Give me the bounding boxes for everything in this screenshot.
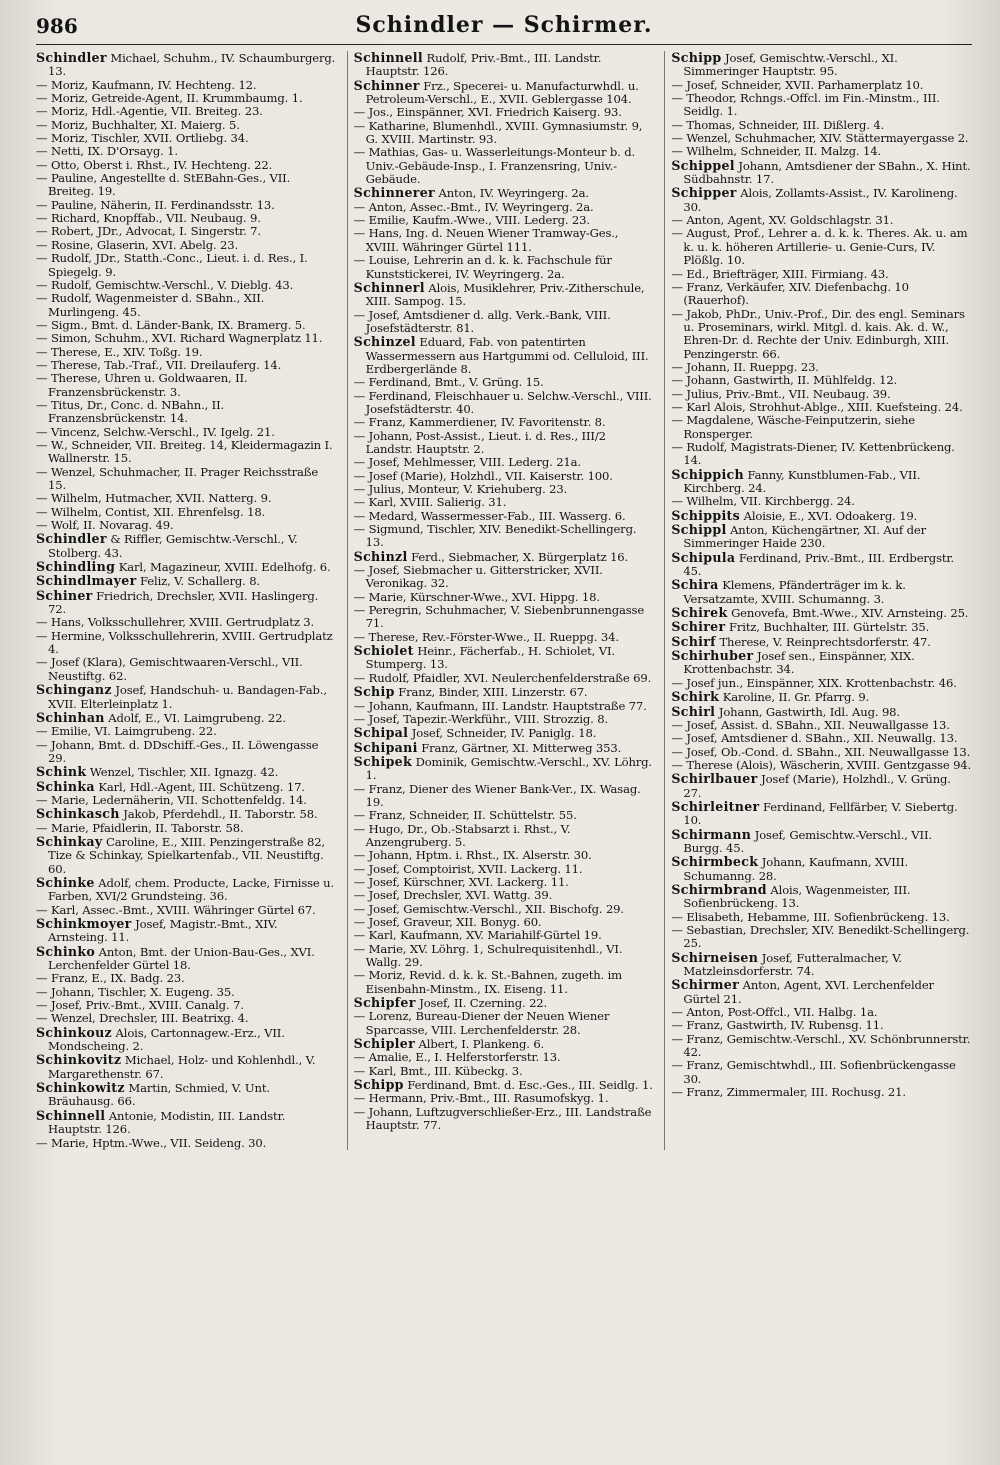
directory-entry: — Josef, Mehlmesser, VIII. Lederg. 21a. xyxy=(353,455,581,470)
entry-surname: Schirneisen xyxy=(671,949,759,965)
entry-surname: Schinner xyxy=(353,77,420,93)
directory-entry: — Titus, Dr., Conc. d. NBahn., II. Franzensbrückenstr. 14. xyxy=(36,397,225,426)
directory-entry: — Wenzel, Drechsler, III. Beatrixg. 4. xyxy=(36,1011,249,1026)
directory-entry: Schinzel Eduard, Fab. von patentirten Wassermessern aus Hartgummi od. Celluloid, III. Erdbergerlände 8. xyxy=(353,334,649,376)
directory-entry: — Franz, Gemischtw.-Verschl., XV. Schönbrunnerstr. 42. xyxy=(671,1031,971,1060)
directory-entry: — Peregrin, Schuhmacher, V. Siebenbrunnengasse 71. xyxy=(353,603,645,631)
entry-surname: Schip xyxy=(353,684,395,700)
directory-entry: — Josef jun., Einspänner, XIX. Krottenbachstr. 46. xyxy=(671,675,957,690)
directory-entry: Schinkasch Jakob, Pferdehdl., II. Taborstr. 58. xyxy=(36,806,318,822)
directory-entry: Schirneisen Josef, Futteralmacher, V. Matzleinsdorferstr. 74. xyxy=(671,949,902,979)
directory-entry: — Wilhelm, VII. Kirchbergg. 24. xyxy=(671,494,855,509)
directory-entry: Schinnell Rudolf, Priv.-Bmt., III. Landstr. Hauptstr. 126. xyxy=(353,50,602,79)
entry-surname: Schirhuber xyxy=(671,648,754,664)
entry-surname: Schipani xyxy=(353,739,418,755)
directory-entry: Schinko Anton, Bmt. der Union-Bau-Ges., XVI. Lerchenfelder Gürtel 18. xyxy=(36,943,315,973)
directory-entry: — Josef, Amtsdiener d. allg. Verk.-Bank, VIII. Josefstädterstr. 81. xyxy=(353,307,611,335)
directory-entry: — Katharine, Blumenhdl., XVIII. Gymnasiumstr. 9, G. XVIII. Martinstr. 93. xyxy=(353,118,643,147)
directory-entry: — Johann, II. Rueppg. 23. xyxy=(671,359,819,374)
directory-entry: — Anton, Assec.-Bmt., IV. Weyringerg. 2a. xyxy=(353,199,594,214)
directory-entry: Schipfer Josef, II. Czerning. 22. xyxy=(353,995,548,1011)
directory-entry: Schirhuber Josef sen., Einspänner, XIX. Krottenbachstr. 34. xyxy=(671,648,915,677)
directory-entry: Schirmbeck Johann, Kaufmann, XVIII. Schumanng. 28. xyxy=(671,854,909,883)
entry-surname: Schinzl xyxy=(353,548,408,564)
directory-entry: — Wenzel, Schuhmacher, XIV. Stättermayergasse 2. xyxy=(671,131,969,146)
directory-entry: Schindler Michael, Schuhm., IV. Schaumburgerg. 13. xyxy=(36,50,336,79)
directory-entry: — Johann, Luftzugverschließer-Erz., III. Landstraße Hauptstr. 77. xyxy=(353,1104,652,1133)
directory-entry: — Elisabeth, Hebamme, III. Sofienbrückeng. 13. xyxy=(671,909,950,924)
directory-entry: Schipek Dominik, Gemischtw.-Verschl., XV. Löhrg. 1. xyxy=(353,753,652,783)
directory-entry: Schirek Genovefa, Bmt.-Wwe., XIV. Arnsteing. 25. xyxy=(671,605,969,621)
entry-surname: Schippel xyxy=(671,157,735,173)
directory-entry: — Theodor, Rchngs.-Offcl. im Fin.-Minstm., III. Seidlg. 1. xyxy=(671,91,940,119)
directory-entry: — Medard, Wassermesser-Fab., III. Wasserg. 6. xyxy=(353,508,626,523)
directory-entry: — Thomas, Schneider, III. Dißlerg. 4. xyxy=(671,117,885,132)
entry-surname: Schinkasch xyxy=(36,806,120,822)
directory-entry: Schipp Ferdinand, Bmt. d. Esc.-Ges., III. Seidlg. 1. xyxy=(353,1077,653,1093)
entry-surname: Schipal xyxy=(353,725,409,741)
directory-entry: — Lorenz, Bureau-Diener der Neuen Wiener Sparcasse, VIII. Lerchenfelderstr. 28. xyxy=(353,1009,610,1037)
directory-entry: — Karl, XVIII. Salierig. 31. xyxy=(353,495,507,510)
entry-surname: Schirl xyxy=(671,703,716,719)
directory-entry: Schiner Friedrich, Drechsler, XVII. Haslingerg. 72. xyxy=(36,587,319,617)
directory-entry: Schippich Fanny, Kunstblumen-Fab., VII. Kirchberg. 24. xyxy=(671,466,921,495)
entry-surname: Schindlmayer xyxy=(36,573,137,589)
entry-surname: Schiolet xyxy=(353,643,414,659)
entry-surname: Schipp xyxy=(671,50,722,65)
directory-entry: — Moriz, Buchhalter, XI. Maierg. 5. xyxy=(36,117,240,132)
entry-surname: Schiner xyxy=(36,587,93,603)
directory-entry: — Karl Alois, Strohhut-Ablge., XIII. Kuefsteing. 24. xyxy=(671,399,963,414)
directory-entry: — Emilie, VI. Laimgrubeng. 22. xyxy=(36,724,217,739)
entry-surname: Schinkmoyer xyxy=(36,916,132,931)
directory-entry: — Therese, Uhren u. Goldwaaren, II. Franzensbrückenstr. 3. xyxy=(36,371,248,399)
directory-entry: — Moriz, Revid. d. k. k. St.-Bahnen, zugeth. im Eisenbahn-Minstm., IX. Eiseng. 11. xyxy=(353,968,623,996)
entry-surname: Schirlbauer xyxy=(671,771,758,787)
directory-entry: — Pauline, Näherin, II. Ferdinandsstr. 13. xyxy=(36,197,275,212)
directory-entry: — Josef, Gemischtw.-Verschl., XII. Bischofg. 29. xyxy=(353,901,624,916)
directory-entry: — Wilhelm, Hutmacher, XVII. Natterg. 9. xyxy=(36,491,272,506)
directory-entry: Schipler Albert, I. Plankeng. 6. xyxy=(353,1036,545,1052)
directory-entry: — Therese, Tab.-Traf., VII. Dreilauferg. 14. xyxy=(36,357,282,372)
directory-entry: — Sebastian, Drechsler, XIV. Benedikt-Schellingerg. 25. xyxy=(671,923,970,951)
directory-entry: — Josef, Tapezir.-Werkführ., VIII. Strozzig. 8. xyxy=(353,711,608,726)
directory-entry: Schipper Alois, Zollamts-Assist., IV. Karolineng. 30. xyxy=(671,185,958,214)
directory-entry: Schinganz Josef, Handschuh- u. Bandagen-Fab., XVII. Elterleinplatz 1. xyxy=(36,682,327,711)
directory-entry: — Wenzel, Schuhmacher, II. Prager Reichsstraße 15. xyxy=(36,464,319,492)
entry-surname: Schinnell xyxy=(353,50,423,65)
directory-entry: — Otto, Oberst i. Rhst., IV. Hechteng. 22. xyxy=(36,157,273,172)
entry-surname: Schink xyxy=(36,764,87,780)
directory-entry: — Johann, Bmt. d. DDschiff.-Ges., II. Löwengasse 29. xyxy=(36,737,319,765)
directory-entry: — Johann, Kaufmann, III. Landstr. Hauptstraße 77. xyxy=(353,698,647,713)
entry-surname: Schindler xyxy=(36,50,107,65)
directory-entry: — Josef, Priv.-Bmt., XVIII. Canalg. 7. xyxy=(36,998,244,1013)
directory-entry: — Moriz, Kaufmann, IV. Hechteng. 12. xyxy=(36,77,257,92)
directory-entry: Schira Klemens, Pfänderträger im k. k. Versatzamte, XVIII. Schumanng. 3. xyxy=(671,577,906,606)
directory-entry: — Anton, Post-Offcl., VII. Halbg. 1a. xyxy=(671,1005,878,1020)
entry-surname: Schinka xyxy=(36,778,95,794)
directory-entry: Schirer Fritz, Buchhalter, III. Gürtelstr. 35. xyxy=(671,619,930,635)
directory-entry: Schinnerer Anton, IV. Weyringerg. 2a. xyxy=(353,185,589,201)
directory-entry: — Josef, Assist. d. SBahn., XII. Neuwallgasse 13. xyxy=(671,717,950,732)
entry-surname: Schirer xyxy=(671,619,726,635)
directory-entry: Schinnell Antonie, Modistin, III. Landstr. Hauptstr. 126. xyxy=(36,1107,286,1137)
directory-entry: Schinzl Ferd., Siebmacher, X. Bürgerplatz 16. xyxy=(353,548,629,564)
directory-entry: Schinkouz Alois, Cartonnagew.-Erz., VII. Mondscheing. 2. xyxy=(36,1024,285,1054)
directory-entry: Schindlmayer Feliz, V. Schallerg. 8. xyxy=(36,573,260,589)
directory-entry: — Hermann, Priv.-Bmt., III. Rasumofskyg. 1. xyxy=(353,1091,609,1106)
directory-entry: — Moriz, Tischler, XVII. Ortliebg. 34. xyxy=(36,131,249,146)
page-title: Schindler — Schirmer. xyxy=(355,12,653,38)
directory-entry: — Marie, Pfaidlerin, II. Taborstr. 58. xyxy=(36,820,244,835)
directory-entry: — Rudolf, Magistrats-Diener, IV. Kettenbrückeng. 14. xyxy=(671,439,955,468)
entry-surname: Schipek xyxy=(353,753,413,769)
directory-entry: Schirf Therese, V. Reinprechtsdorferstr. 47. xyxy=(671,633,931,649)
directory-entry: — Marie, Hptm.-Wwe., VII. Seideng. 30. xyxy=(36,1135,267,1150)
directory-entry: Schirlbauer Josef (Marie), Holzhdl., V. Grüng. 27. xyxy=(671,771,951,800)
directory-entry: Schink Wenzel, Tischler, XII. Ignazg. 42. xyxy=(36,764,279,780)
entry-surname: Schinkovitz xyxy=(36,1052,122,1068)
directory-entry: Schippel Johann, Amtsdiener der SBahn., X. Hint. Südbahnstr. 17. xyxy=(671,157,971,187)
directory-entry: — Josef, Graveur, XII. Bonyg. 60. xyxy=(353,915,542,929)
directory-entry: Schippl Anton, Küchengärtner, XI. Auf der Simmeringer Haide 230. xyxy=(671,522,926,551)
directory-entry: — Julius, Monteur, V. Kriehuberg. 23. xyxy=(353,482,568,496)
directory-entry: — Karl, Bmt., III. Kübeckg. 3. xyxy=(353,1063,523,1078)
page-header xyxy=(36,10,972,45)
entry-surname: Schinko xyxy=(36,943,96,959)
directory-entry: Schirmer Anton, Agent, XVI. Lerchenfelder Gürtel 21. xyxy=(671,977,934,1006)
directory-entry: — Hans, Ing. d. Neuen Wiener Tramway-Ges., XVIII. Währinger Gürtel 111. xyxy=(353,226,619,254)
directory-entry: — Franz, Schneider, II. Schüttelstr. 55. xyxy=(353,808,577,823)
directory-entry: Schipp Josef, Gemischtw.-Verschl., XI. Simmeringer Hauptstr. 95. xyxy=(671,50,898,79)
directory-entry: Schinkovitz Michael, Holz- und Kohlenhdl., V. Margarethenstr. 67. xyxy=(36,1052,316,1081)
directory-entry: Schinkmoyer Josef, Magistr.-Bmt., XIV. Arnsteing. 11. xyxy=(36,916,278,945)
directory-entry: — Rudolf, Wagenmeister d. SBahn., XII. Murlingeng. 45. xyxy=(36,291,265,319)
directory-entry: — Ed., Briefträger, XIII. Firmiang. 43. xyxy=(671,266,889,281)
directory-entry: — Julius, Priv.-Bmt., VII. Neubaug. 39. xyxy=(671,386,891,401)
directory-entry: — Marie, XV. Löhrg. 1, Schulrequisitenhdl., VI. Wallg. 29. xyxy=(353,941,623,970)
entry-surname: Schipp xyxy=(353,1077,404,1093)
directory-entry: Schipani Franz, Gärtner, XI. Mitterweg 353. xyxy=(353,739,622,755)
directory-entry: — Franz, Verkäufer, XIV. Diefenbachg. 10 (Rauerhof). xyxy=(671,279,909,308)
column-middle xyxy=(347,51,655,1150)
directory-entry: Schinhan Adolf, E., VI. Laimgrubeng. 22. xyxy=(36,709,286,725)
directory-entry: Schippits Aloisie, E., XVI. Odoakerg. 19. xyxy=(671,507,918,523)
directory-entry: — Franz, Zimmermaler, III. Rochusg. 21. xyxy=(671,1085,906,1100)
directory-columns xyxy=(36,51,972,1150)
directory-entry: Schirl Johann, Gastwirth, Idl. Aug. 98. xyxy=(671,703,900,719)
directory-entry: — Wilhelm, Contist, XII. Ehrenfelsg. 18. xyxy=(36,504,266,519)
directory-entry: Schinner Frz., Specerei- u. Manufacturwhdl. u. Petroleum-Verschl., E., XVII. Geblergasse 104. xyxy=(353,77,639,107)
entry-surname: Schippich xyxy=(671,466,744,482)
directory-entry: — Josef, Comptoirist, XVII. Lackerg. 11. xyxy=(353,861,583,876)
directory-entry: — Magdalene, Wäsche-Feinputzerin, siehe Ronsperger. xyxy=(671,413,915,441)
directory-entry: — Marie, Kürschner-Wwe., XVI. Hippg. 18. xyxy=(353,589,600,604)
directory-entry: — Johann, Tischler, X. Eugeng. 35. xyxy=(36,984,235,999)
entry-surname: Schirf xyxy=(671,633,716,649)
entry-surname: Schira xyxy=(671,577,719,593)
directory-entry: — Pauline, Angestellte d. StEBahn-Ges., VII. Breiteg. 19. xyxy=(36,171,291,199)
entry-surname: Schirmann xyxy=(671,826,752,842)
directory-entry: — Moriz, Hdl.-Agentie, VII. Breiteg. 23. xyxy=(36,104,263,119)
entry-surname: Schirk xyxy=(671,689,720,705)
entry-surname: Schirmbeck xyxy=(671,854,759,870)
directory-entry: — Simon, Schuhm., XVI. Richard Wagnerplatz 11. xyxy=(36,331,323,346)
directory-entry: Schipula Ferdinand, Priv.-Bmt., III. Erdbergstr. 45. xyxy=(671,549,955,579)
entry-surname: Schipula xyxy=(671,549,736,565)
entry-surname: Schinhan xyxy=(36,709,105,725)
directory-entry: Schiolet Heinr., Fächerfab., H. Schiolet, VI. Stumperg. 13. xyxy=(353,643,615,672)
directory-entry: Schinke Adolf, chem. Producte, Lacke, Firnisse u. Farben, XVI/2 Grundsteing. 36. xyxy=(36,874,335,904)
entry-surname: Schipler xyxy=(353,1036,416,1052)
entry-surname: Schinnell xyxy=(36,1107,106,1123)
directory-entry: Schinka Karl, Hdl.-Agent, III. Schützeng. 17. xyxy=(36,778,305,794)
directory-entry: — Franz, Gastwirth, IV. Rubensg. 11. xyxy=(671,1018,884,1033)
directory-entry: Schirleitner Ferdinand, Fellfärber, V. Siebertg. 10. xyxy=(671,798,958,828)
directory-entry: Schinnerl Alois, Musiklehrer, Priv.-Zitherschule, XIII. Sampog. 15. xyxy=(353,279,645,309)
directory-entry: — Josef (Marie), Holzhdl., VII. Kaiserstr. 100. xyxy=(353,468,613,483)
directory-entry: — August, Prof., Lehrer a. d. k. k. Theres. Ak. u. am k. u. k. höheren Artillerie- u. Genie-Curs, IV. Plößlg. 10. xyxy=(671,226,968,268)
directory-entry: — Therese, Rev.-Förster-Wwe., II. Rueppg. 34. xyxy=(353,629,619,644)
entry-surname: Schippl xyxy=(671,522,727,538)
directory-entry: — Johann, Gastwirth, II. Mühlfeldg. 12. xyxy=(671,373,898,388)
directory-entry: — Sigm., Bmt. d. Länder-Bank, IX. Bramerg. 5. xyxy=(36,317,306,332)
directory-entry: — Therese (Alois), Wäscherin, XVIII. Gentzgasse 94. xyxy=(671,757,972,772)
directory-entry: — Johann, Hptm. i. Rhst., IX. Alserstr. 30. xyxy=(353,848,592,863)
directory-entry: — Ferdinand, Fleischhauer u. Selchw.-Verschl., VIII. Josefstädterstr. 40. xyxy=(353,388,652,416)
entry-surname: Schirleitner xyxy=(671,798,760,814)
directory-entry: — Wilhelm, Schneider, II. Malzg. 14. xyxy=(671,144,881,159)
entry-surname: Schindler xyxy=(36,531,107,547)
entry-surname: Schinganz xyxy=(36,682,112,698)
directory-entry: — Josef, Drechsler, XVI. Wattg. 39. xyxy=(353,888,553,903)
directory-entry: — Franz, Gemischtwhdl., III. Sofienbrückengasse 30. xyxy=(671,1058,956,1086)
directory-entry: — Josef, Amtsdiener d. SBahn., XII. Neuwallg. 13. xyxy=(671,731,958,746)
directory-entry: — Josef, Schneider, XVII. Parhamerplatz 10. xyxy=(671,77,924,92)
directory-entry: — Jos., Einspänner, XVI. Friedrich Kaiserg. 93. xyxy=(353,105,622,120)
entry-surname: Schirek xyxy=(671,605,728,621)
directory-entry: — Rosine, Glaserin, XVI. Abelg. 23. xyxy=(36,237,239,252)
directory-entry: Schirmann Josef, Gemischtw.-Verschl., VII. Burgg. 45. xyxy=(671,826,932,855)
entry-surname: Schirmbrand xyxy=(671,881,767,897)
directory-entry: — Mathias, Gas- u. Wasserleitungs-Monteur b. d. Univ.-Gebäude-Insp., I. Franzensring, Univ.-Gebäude. xyxy=(353,145,636,187)
directory-entry: — Ferdinand, Bmt., V. Grüng. 15. xyxy=(353,375,544,390)
directory-entry: — Hans, Volksschullehrer, XVIII. Gertrudplatz 3. xyxy=(36,615,315,630)
directory-entry: — W., Schneider, VII. Breiteg. 14, Kleidermagazin I. Wallnerstr. 15. xyxy=(36,437,333,466)
directory-entry: Schinkay Caroline, E., XIII. Penzingerstraße 82, Tize & Schinkay, Spielkartenfab., VII. Neustiftg. 60. xyxy=(36,833,325,876)
directory-entry: — Josef, Kürschner, XVI. Lackerg. 11. xyxy=(353,874,569,889)
entry-surname: Schipper xyxy=(671,185,737,201)
directory-entry: — Hugo, Dr., Ob.-Stabsarzt i. Rhst., V. Anzengruberg. 5. xyxy=(353,821,571,849)
directory-entry: — Moriz, Getreide-Agent, II. Krummbaumg. 1. xyxy=(36,91,303,106)
entry-surname: Schinzel xyxy=(353,334,416,350)
directory-entry: — Franz, E., IX. Badg. 23. xyxy=(36,971,185,986)
directory-entry: — Rudolf, Pfaidler, XVI. Neulerchenfelderstraße 69. xyxy=(353,670,652,685)
directory-entry: Schinkowitz Martin, Schmied, V. Unt. Bräuhausg. 66. xyxy=(36,1080,270,1109)
entry-surname: Schirmer xyxy=(671,977,740,993)
entry-surname: Schinnerl xyxy=(353,279,425,295)
entry-surname: Schinkowitz xyxy=(36,1080,125,1096)
directory-entry: — Hermine, Volksschullehrerin, XVIII. Gertrudplatz 4. xyxy=(36,628,333,657)
directory-entry: — Rudolf, JDr., Statth.-Conc., Lieut. i. d. Res., I. Spiegelg. 9. xyxy=(36,251,308,279)
directory-entry: — Vincenz, Selchw.-Verschl., IV. Igelg. 21. xyxy=(36,424,275,439)
directory-entry: Schirmbrand Alois, Wagenmeister, III. Sofienbrückeng. 13. xyxy=(671,881,911,911)
directory-entry: — Franz, Kammerdiener, IV. Favoritenstr. 8. xyxy=(353,415,606,430)
directory-entry: — Netti, IX. D'Orsayg. 1. xyxy=(36,144,178,159)
directory-entry: Schindler & Riffler, Gemischtw.-Verschl., V. Stolberg. 43. xyxy=(36,531,298,560)
directory-entry: — Amalie, E., I. Helferstorferstr. 13. xyxy=(353,1050,561,1065)
directory-entry: — Jakob, PhDr., Univ.-Prof., Dir. des engl. Seminars u. Proseminars, wirkl. Mitgl. d. kais. Ak. d. W., Ehren-Dr. d. Rechte der Univ. Edinburgh, XIII. Penzingerstr. 66. xyxy=(671,306,965,361)
directory-entry: — Johann, Post-Assist., Lieut. i. d. Res., III/2 Landstr. Hauptstr. 2. xyxy=(353,428,606,456)
directory-entry: Schip Franz, Binder, XIII. Linzerstr. 67. xyxy=(353,684,588,700)
directory-entry: — Sigmund, Tischler, XIV. Benedikt-Schellingerg. 13. xyxy=(353,522,637,550)
directory-entry: — Robert, JDr., Advocat, I. Singerstr. 7. xyxy=(36,224,261,239)
entry-surname: Schinkouz xyxy=(36,1024,112,1040)
directory-entry: — Rudolf, Gemischtw.-Verschl., V. Dieblg. 43. xyxy=(36,277,294,292)
directory-entry: — Karl, Kaufmann, XV. Mariahilf-Gürtel 19. xyxy=(353,928,602,943)
entry-surname: Schinkay xyxy=(36,833,103,849)
directory-entry: — Josef, Siebmacher u. Gitterstricker, XVII. Veronikag. 32. xyxy=(353,563,603,591)
entry-surname: Schinnerer xyxy=(353,185,435,201)
entry-surname: Schippits xyxy=(671,507,741,523)
directory-entry: — Josef, Ob.-Cond. d. SBahn., XII. Neuwallgasse 13. xyxy=(671,744,971,759)
column-left xyxy=(36,51,337,1150)
directory-entry: Schirk Karoline, II. Gr. Pfarrg. 9. xyxy=(671,689,870,705)
directory-entry: — Franz, Diener des Wiener Bank-Ver., IX. Wasag. 19. xyxy=(353,781,641,809)
column-right xyxy=(664,51,972,1150)
directory-entry: — Louise, Lehrerin an d. k. k. Fachschule für Kunststickerei, IV. Weyringerg. 2a. xyxy=(353,253,612,281)
directory-entry: — Emilie, Kaufm.-Wwe., VIII. Lederg. 23. xyxy=(353,213,590,228)
directory-entry: — Marie, Ledernäherin, VII. Schottenfeldg. 14. xyxy=(36,792,307,807)
directory-entry: — Richard, Knopffab., VII. Neubaug. 9. xyxy=(36,211,261,226)
directory-entry: — Karl, Assec.-Bmt., XVIII. Währinger Gürtel 67. xyxy=(36,902,316,917)
directory-entry: — Anton, Agent, XV. Goldschlagstr. 31. xyxy=(671,213,894,228)
entry-surname: Schipfer xyxy=(353,995,416,1011)
directory-entry: Schindling Karl, Magazineur, XVIII. Edelhofg. 6. xyxy=(36,559,331,575)
page-number: 986 xyxy=(36,14,78,38)
directory-entry: — Wolf, II. Novarag. 49. xyxy=(36,518,174,533)
directory-entry: — Therese, E., XIV. Toßg. 19. xyxy=(36,344,203,359)
directory-entry: — Josef (Klara), Gemischtwaaren-Verschl., VII. Neustiftg. 62. xyxy=(36,655,303,683)
directory-entry: Schipal Josef, Schneider, IV. Paniglg. 18. xyxy=(353,725,597,741)
entry-surname: Schinke xyxy=(36,874,95,890)
entry-surname: Schindling xyxy=(36,559,116,575)
